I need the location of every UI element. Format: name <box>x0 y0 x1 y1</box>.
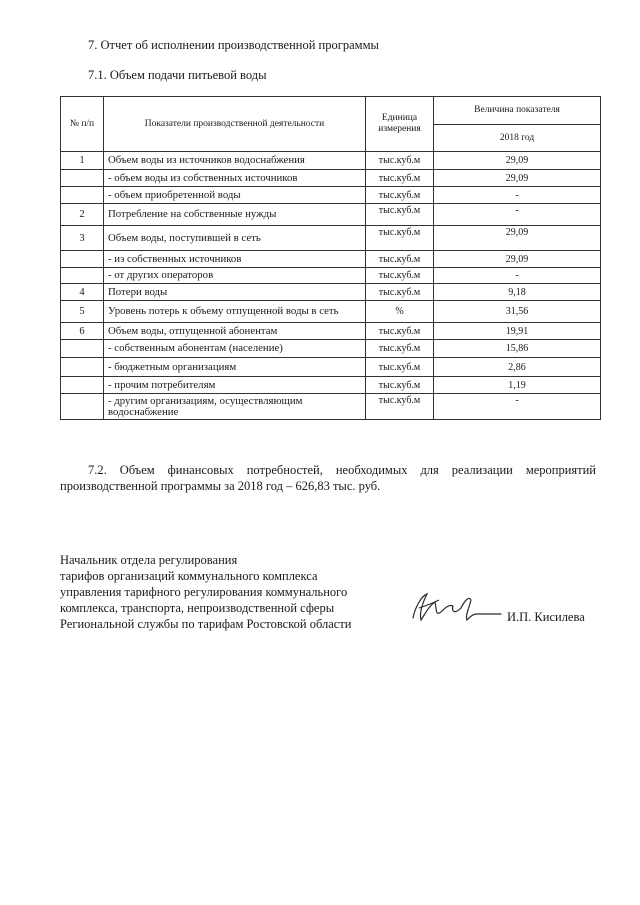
row-num <box>61 358 104 377</box>
header-value: Величина показателя <box>434 97 601 125</box>
table-row <box>61 187 601 204</box>
row-name: Потребление на собственные нужды <box>104 204 366 226</box>
row-unit: тыс.куб.м <box>366 394 434 420</box>
signer-title-line: комплекса, транспорта, непроизводственной сферы <box>60 601 335 615</box>
section-title: 7. Отчет об исполнении производственной программы <box>88 38 379 52</box>
row-unit: % <box>366 301 434 323</box>
row-value: - <box>434 204 601 226</box>
row-num <box>61 187 104 204</box>
signature-block <box>60 552 390 632</box>
row-name: Уровень потерь к объему отпущенной воды в сеть <box>104 301 366 323</box>
row-value: 2,86 <box>434 358 601 377</box>
table-row <box>61 284 601 301</box>
row-num <box>61 377 104 394</box>
row-num: 4 <box>61 284 104 301</box>
row-num <box>61 251 104 268</box>
row-value: 1,19 <box>434 377 601 394</box>
signer-name: И.П. Кисилева <box>507 610 585 624</box>
water-supply-table <box>60 96 601 420</box>
row-unit: тыс.куб.м <box>366 152 434 170</box>
table-row <box>61 152 601 170</box>
row-value: 29,09 <box>434 170 601 187</box>
row-unit: тыс.куб.м <box>366 187 434 204</box>
row-num <box>61 394 104 420</box>
table-row <box>61 323 601 340</box>
header-unit: Единица измерения <box>366 97 434 152</box>
row-num: 5 <box>61 301 104 323</box>
row-name: Объем воды, отпущенной абонентам <box>104 323 366 340</box>
signer-title-line: Региональной службы по тарифам Ростовской области <box>60 617 352 631</box>
signer-title-line: Начальник отдела регулирования <box>60 553 238 567</box>
row-unit: тыс.куб.м <box>366 358 434 377</box>
row-value: - <box>434 268 601 284</box>
header-num: № п/п <box>61 97 104 152</box>
row-name: Потери воды <box>104 284 366 301</box>
row-name: - объем воды из собственных источников <box>104 170 366 187</box>
row-value: 31,56 <box>434 301 601 323</box>
table-row <box>61 251 601 268</box>
financial-needs-paragraph <box>60 462 596 494</box>
row-name: - другим организациям, осуществляющим водоснабжение <box>104 394 366 420</box>
row-name: Объем воды, поступившей в сеть <box>104 226 366 251</box>
signer-title-line: управления тарифного регулирования коммунального <box>60 585 348 599</box>
table-row <box>61 377 601 394</box>
row-name: - объем приобретенной воды <box>104 187 366 204</box>
handwritten-signature <box>405 588 505 628</box>
row-unit: тыс.куб.м <box>366 377 434 394</box>
row-unit: тыс.куб.м <box>366 340 434 358</box>
row-name: - собственным абонентам (население) <box>104 340 366 358</box>
row-value: 29,09 <box>434 152 601 170</box>
header-year: 2018 год <box>434 125 601 152</box>
table-row <box>61 226 601 251</box>
row-name: Объем воды из источников водоснабжения <box>104 152 366 170</box>
row-value: 29,09 <box>434 251 601 268</box>
row-unit: тыс.куб.м <box>366 284 434 301</box>
row-unit: тыс.куб.м <box>366 204 434 226</box>
row-name: - от других операторов <box>104 268 366 284</box>
row-num: 6 <box>61 323 104 340</box>
table-row <box>61 170 601 187</box>
row-value: 29,09 <box>434 226 601 251</box>
row-value: 9,18 <box>434 284 601 301</box>
row-value: - <box>434 187 601 204</box>
row-value: - <box>434 394 601 420</box>
row-unit: тыс.куб.м <box>366 170 434 187</box>
table-row <box>61 301 601 323</box>
subsection-title: 7.1. Объем подачи питьевой воды <box>88 68 267 82</box>
row-value: 19,91 <box>434 323 601 340</box>
table-row <box>61 358 601 377</box>
row-num <box>61 170 104 187</box>
signer-title-line: тарифов организаций коммунального комплекса <box>60 569 318 583</box>
row-unit: тыс.куб.м <box>366 226 434 251</box>
row-num <box>61 268 104 284</box>
table-row <box>61 204 601 226</box>
row-unit: тыс.куб.м <box>366 323 434 340</box>
row-num: 2 <box>61 204 104 226</box>
row-num: 1 <box>61 152 104 170</box>
row-value: 15,86 <box>434 340 601 358</box>
row-name: - из собственных источников <box>104 251 366 268</box>
table-row <box>61 268 601 284</box>
row-name: - прочим потребителям <box>104 377 366 394</box>
table-body <box>61 152 601 420</box>
table-row <box>61 394 601 420</box>
row-unit: тыс.куб.м <box>366 251 434 268</box>
row-num: 3 <box>61 226 104 251</box>
header-name: Показатели производственной деятельности <box>104 97 366 152</box>
row-unit: тыс.куб.м <box>366 268 434 284</box>
row-name: - бюджетным организациям <box>104 358 366 377</box>
table-row <box>61 340 601 358</box>
row-num <box>61 340 104 358</box>
paragraph-text: 7.2. Объем финансовых потребностей, необходимых для реализации мероприятий производственной программы за 2018 год – 626,83 тыс. руб. <box>60 463 596 493</box>
